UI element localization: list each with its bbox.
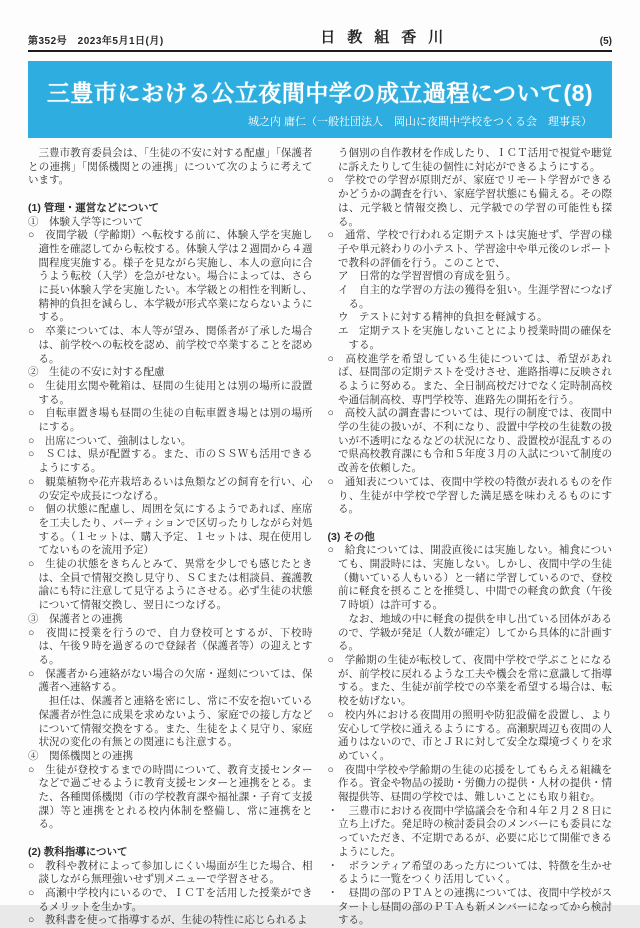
paragraph: ○ ＳＣは、県が配置する。また、市のＳＳＷも活用できるようにする。 [28,449,313,475]
masthead [28,26,612,52]
paragraph: ○ 自転車置き場も昼間の生徒の自転車置き場とは別の場所にする。 [28,408,313,434]
article-title: 三豊市における公立夜間中学の成立過程について(8) [46,80,594,106]
paragraph: ① 体験入学等について [28,216,144,228]
paragraph: ○ 高校進学を希望している生徒については、希望があれば、昼間部の定期テストを受けさせ、進路指導に反映されるように努める。また、全日制高校だけでなく定時制高校や通信制高校、専門学校等、進路先の開拓を行う。 [327,353,612,406]
paragraph: 三豊市教育委員会は、「生徒の不安に対する配慮」「保護者との連携」「関係機関との連携」について次のように考えています。 [28,148,313,187]
paragraph: ○ 夜間中学校や学齢期の生徒の応援をしてもらえる組織を作る。資金や物品の援助・労働力の提供・人材の提供・情報提供等、昼間の学校では、難しいことにも取り組む。 [327,764,612,804]
paragraph: ④ 関係機関との連携 [28,750,133,762]
article-body [28,147,612,928]
paragraph: ○ 教科書を使って指導するが、生徒の特性に応じられるよ [28,915,308,927]
paragraph: ○ 通知表については、夜間中学校の特徴が表れるものを作り、生徒が中学校で学習した満足感を味わえるものにする。 [327,476,612,516]
section-heading: (1) 管理・運営などについて [28,201,160,214]
paragraph: ○ 出席について、強制はしない。 [28,435,192,447]
paragraph: 担任は、保護者と連絡を密にし、常に不安を抱いている保護者が性急に成果を求めないよう、家庭での接し方などについて情報交換をする。また、生徒をよく見守り、家庭状況の変化の有無との関連にも注意する。 [38,696,313,749]
paragraph: ○ 観葉植物や花卉栽培あるいは魚類などの飼育を行い、心の安定や成長につなげる。 [28,476,313,502]
page-number: (5) [599,36,612,47]
paragraph: ○ 夜間に授業を行うので、自力登校可とするが、下校時は、午後９時を過ぎるので登録者（保護者等）の迎えとする。 [28,627,313,666]
paragraph: ・ ボランティア希望のあった方については、特徴を生かせるように一覧をつくり活用していく。 [327,860,612,886]
paragraph: ・ 昼間の部のＰＴＡとの連携については、夜間中学校がスタートし昼間の部のＰＴＡも新メンバーになってから検討する。 [327,887,612,927]
paragraph: ウ テストに対する精神的負担を軽減する。 [338,312,548,324]
paragraph: ○ 教科や教材によって参加しにくい場面が生じた場合、相談しながら無理強いせず別メニューで学習させる。 [28,860,313,886]
paragraph: ○ 生徒用玄関や靴箱は、昼間の生徒用とは別の場所に設置する。 [28,380,313,406]
paragraph: ○ 卒業については、本人等が望み、関係者が了承した場合は、前学校への転校を認め、前学校で卒業することを認める。 [28,326,313,365]
paragraph-spacer [28,188,313,202]
paragraph: う個別の自作教材を作成したり、ＩＣＴ活用で視覚や聴覚に訴えたりして生徒の個性に対応ができるようにする。 [338,148,612,173]
paragraph-spacer [28,832,313,846]
left-column [28,147,313,928]
paragraph: ○ 保護者から連絡がない場合の欠席・遅刻については、保護者へ連絡する。 [28,668,313,694]
paragraph: イ 自主的な学習の方法の獲得を狙い。生涯学習につなげる。 [338,285,612,310]
right-column [328,147,613,928]
issue-number-and-date: 第352号 2023年5月1日(月) [28,36,164,47]
section-heading: (3) その他 [327,530,375,543]
paragraph: ○ 高瀬中学校内にいるので、ＩＣＴを活用した授業ができるメリットを生かす。 [28,887,313,913]
paragraph: ○ 学齢期の生徒が転校して、夜間中学校で学ぶことになるが、前学校に戻れるような工夫や機会を常に意識して指導する。また、生徒が前学校での卒業を希望する場合は、転校を妨げない。 [327,655,612,708]
newspaper-title: 日教組香川 [320,30,456,46]
paragraph: ○ 生徒が登校するまでの時間について、教育支援センターなどで過ごせるように教育支援センターと連携をとる。また、各種関係機関（市の学校教育課や福祉課・子育て支援課）等と連携をとれる校内体制を整備し、常に連携をとる。 [28,764,313,831]
section-heading: (2) 教科指導について [28,845,128,858]
paragraph: ○ 学校での学習が原則だが、家庭でリモート学習ができるかどうかの調査を行い、家庭学習状態にも備える。その際は、元学級と情報交換し、元学級での学習の可能性も探る。 [327,175,612,228]
paragraph: ○ 給食については、開設直後には実施しない。補食についても、開設時には、実施しない。しかし、夜間中学の生徒（働いている人もいる）と一緒に学習しているので、登校前に軽食を摂ることを推奨し、中間での軽食の飲食（午後７時頃）は許可する。 [327,545,612,612]
paragraph: ○ 個の状態に配慮し、周囲を気にするようであれば、座席を工夫したり、パーティションで区切ったりしながら対処する。（１セットは、購入予定、１セットは、現在使用してないものを流用予定） [28,504,313,557]
paragraph: ・ 三豊市における夜間中学協議会を令和４年２月２８日に立ち上げた。発足時の検討委員会のメンバーにも委員になっていただき、不定期であるが、必要に応じて開催できるようにした。 [327,805,612,858]
article-author: 城之内 庸仁（一般社団法人 岡山に夜間中学校をつくる会 理事長） [247,116,592,128]
paragraph: ア 日常的な学習習慣の育成を狙う。 [338,271,517,283]
paragraph-spacer [328,517,613,531]
paragraph: なお、地域の中に軽食の提供を申し出ている団体があるので、学級が発足（人数が確定）してから具体的に計画する。 [338,613,612,653]
article-banner [28,61,612,138]
paragraph: ○ 生徒の状態をきちんとみて、異常を少しでも感じたときは、全員で情報交換し見守り、ＳＣまたは相談員、養護教諭にも特に注意して見守るようにさせる。必ず生徒の状態について情報交換し、翌日につなげる。 [28,559,313,612]
paragraph: ○ 校内外における夜間用の照明や防犯設備を設置し、より安心して学校に通えるようにする。高瀬駅周辺も夜間の人通りはないので、市とＪＲに対して安全な環境づくりを求めていく。 [327,709,612,762]
paragraph: ② 生徒の不安に対する配慮 [28,367,165,379]
paragraph: ○ 通常、学校で行われる定期テストは実施せず、学習の様子や単元終わりの小テスト、学習途中や単元後のレポートで教科の評価を行う。このことで、 [327,230,612,269]
paragraph: ③ 保護者との連携 [28,613,123,625]
paragraph: ○ 高校入試の調査書については、現行の制度では、夜間中学の生徒の扱いが、不利になり、設置中学校の生徒数の扱いが不透明になるなどの状況になり、設置校が混乱するので県高校教育課にも令和５年度３月の入試について制度の改善を依頼した。 [327,408,612,475]
paragraph: エ 定期テストを実施しないことにより授業時間の確保をする。 [338,326,612,351]
paragraph: ○ 夜間学級（学齢期）へ転校する前に、体験入学を実施し適性を確認してから転校する。体験入学は２週間から４週間程度実施する。様子を見ながら実施し、本人の意向に合うよう転校（入学）を急がせない。場合によっては、さらに長い体験入学を実施したい。本学級との相性を判断し、精神的負担を減らし、本学級が形式卒業にならないようにする。 [28,230,313,324]
